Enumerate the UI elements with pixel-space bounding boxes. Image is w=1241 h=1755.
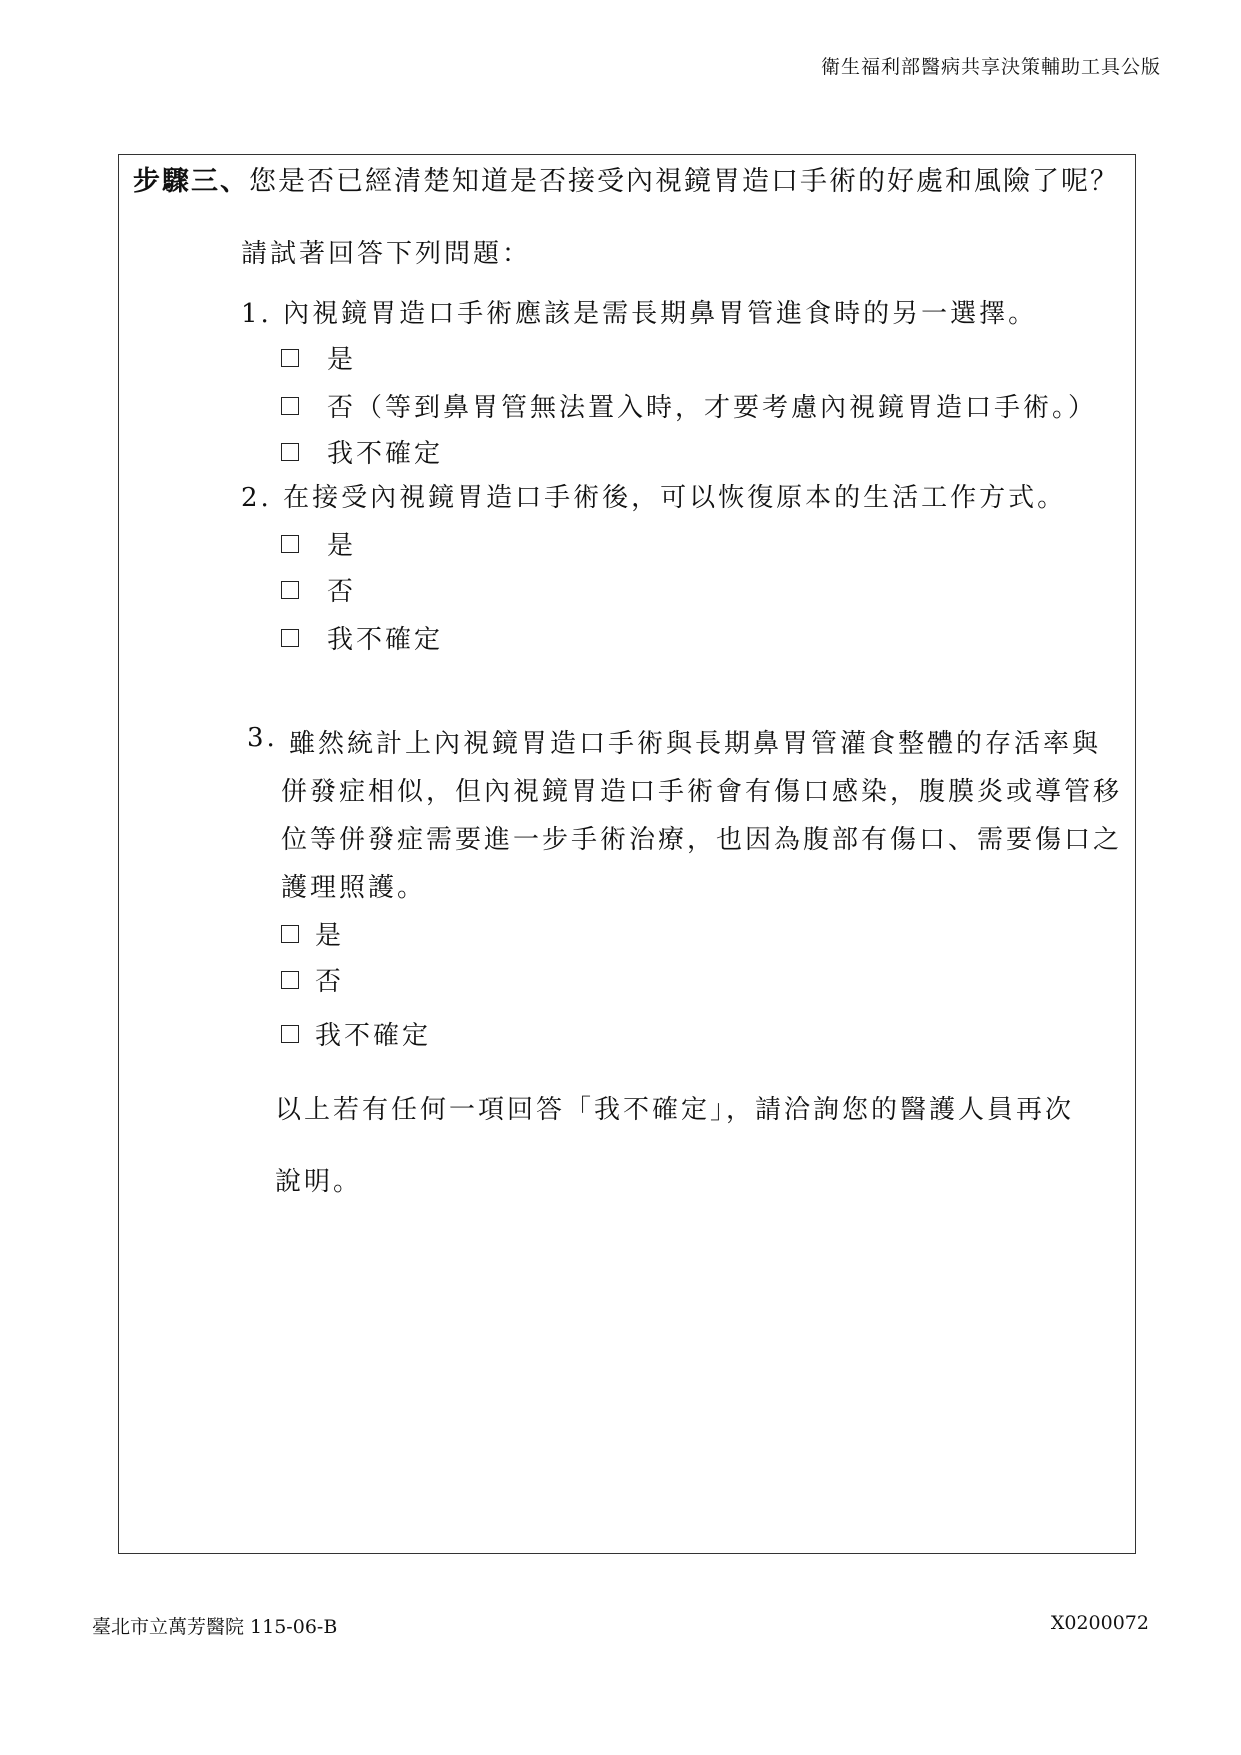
question-3-line-2: 併發症相似，但內視鏡胃造口手術會有傷口感染，腹膜炎或導管移 xyxy=(281,777,1123,807)
q1-option-unsure[interactable] xyxy=(281,433,443,470)
checkbox[interactable] xyxy=(281,535,299,553)
q1-option-yes[interactable] xyxy=(281,339,356,376)
note-line-2: 說明。 xyxy=(275,1167,363,1197)
question-3-number: 3. xyxy=(247,723,278,753)
note-line-1: 以上若有任何一項回答「我不確定」，請洽詢您的醫護人員再次 xyxy=(275,1095,1075,1125)
question-3-line-4: 護理照護。 xyxy=(281,873,427,903)
option-label: 否 xyxy=(327,577,357,607)
q2-option-yes[interactable] xyxy=(281,525,356,562)
option-label: 是 xyxy=(327,345,357,375)
option-label: 是 xyxy=(327,531,357,561)
step-title xyxy=(133,159,1119,198)
prompt-text: 請試著回答下列問題： xyxy=(241,239,532,269)
q1-option-no[interactable] xyxy=(281,387,1097,424)
checkbox[interactable] xyxy=(281,925,299,943)
q3-option-unsure[interactable] xyxy=(281,1015,431,1052)
checkbox[interactable] xyxy=(281,581,299,599)
option-label: 否 xyxy=(315,967,345,997)
form-frame xyxy=(118,154,1136,1554)
step-label: 步驟三、 xyxy=(133,166,249,197)
checkbox[interactable] xyxy=(281,443,299,461)
step-question: 您是否已經清楚知道是否接受內視鏡胃造口手術的好處和風險了呢？ xyxy=(249,166,1119,197)
q2-option-no[interactable] xyxy=(281,571,356,608)
checkbox[interactable] xyxy=(281,349,299,367)
q2-option-unsure[interactable] xyxy=(281,619,443,656)
checkbox[interactable] xyxy=(281,971,299,989)
question-1-text: 1. 內視鏡胃造口手術應該是需長期鼻胃管進食時的另一選擇。 xyxy=(241,299,1038,329)
q3-option-no[interactable] xyxy=(281,961,344,998)
header-note: 衛生福利部醫病共享決策輔助工具公版 xyxy=(820,56,1161,78)
option-label: 是 xyxy=(315,921,345,951)
option-label: 我不確定 xyxy=(315,1021,432,1051)
checkbox[interactable] xyxy=(281,629,299,647)
option-label: 我不確定 xyxy=(327,439,444,469)
question-2-text: 2. 在接受內視鏡胃造口手術後，可以恢復原本的生活工作方式。 xyxy=(241,483,1067,513)
question-3-line-3: 位等併發症需要進一步手術治療，也因為腹部有傷口、需要傷口之 xyxy=(281,825,1123,855)
checkbox[interactable] xyxy=(281,1025,299,1043)
option-label: 否（等到鼻胃管無法置入時，才要考慮內視鏡胃造口手術。） xyxy=(327,393,1098,423)
q3-option-yes[interactable] xyxy=(281,915,344,952)
option-label: 我不確定 xyxy=(327,625,444,655)
question-3-line-1: 雖然統計上內視鏡胃造口手術與長期鼻胃管灌食整體的存活率與 xyxy=(289,729,1102,759)
checkbox[interactable] xyxy=(281,397,299,415)
footer-hospital: 臺北市立萬芳醫院 115-06-B xyxy=(92,1616,338,1638)
footer-code: X0200072 xyxy=(1050,1612,1149,1634)
